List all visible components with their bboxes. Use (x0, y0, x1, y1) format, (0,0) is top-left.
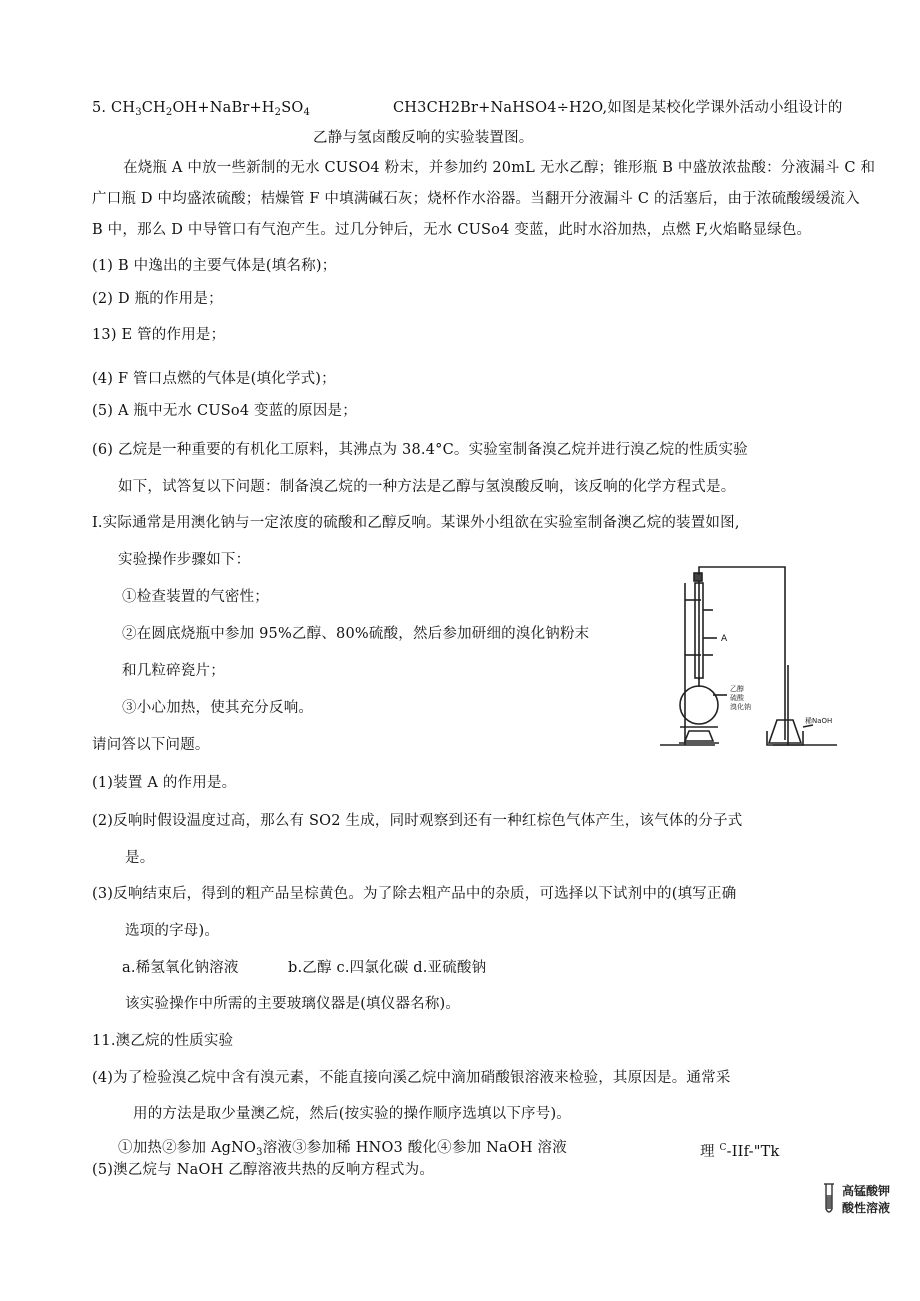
question-6: (6) 乙烷是一种重要的有机化工原料，其沸点为 38.4°C。实验室制备溴乙烷并进行溴乙烷的性质实验 (92, 442, 748, 458)
part2-question-5: (5)澳乙烷与 NaOH 乙醇溶液共热的反响方程式为。 (92, 1162, 435, 1178)
step-2-cont: 和几粒碎瓷片； (122, 663, 225, 679)
question-1: (1) B 中逸出的主要气体是(填名称)； (92, 258, 337, 274)
alcohol-lamp (685, 731, 713, 741)
paragraph-line: 在烧瓶 A 中放一些新制的无水 CUSO4 粉末，并参加约 20mL 无水乙醇；锥形瓶 B 中盛放浓盐酸：分液漏斗 C 和 (123, 160, 876, 176)
step-1: ①检查装置的气密性； (122, 589, 269, 605)
tube-label-line-1: 高锰酸钾 (842, 1184, 891, 1198)
question-3: 13) E 管的作用是； (92, 327, 226, 343)
steps-title: 实验操作步骤如下： (118, 552, 251, 568)
question-6-cont: 如下，试答复以下问题：制备溴乙烷的一种方法是乙醇与氢溴酸反响，该反响的化学方程式是。 (118, 479, 736, 495)
test-tube-label (820, 1182, 890, 1218)
part2-question-4: (4)为了检验溴乙烷中含有溴元素，不能直接向溪乙烷中滴加硝酸银溶液来检验，其原因是。通常采 (92, 1070, 731, 1086)
beaker-label: 稀NaOH (805, 717, 833, 725)
flask-label-2: 硫酸 (730, 694, 744, 702)
option-a: a.稀氢氧化钠溶液 (122, 960, 239, 976)
equation-left: 5. $CH_3CH_2OH+NaBr+H_2SO_4$ (92, 100, 311, 118)
paragraph-line: B 中，那么 D 中导管口有气泡产生。过几分钟后，无水 CUSo4 变蓝，此时水浴加热，点燃 F,火焰略显绿色。 (92, 222, 812, 238)
paragraph-line: 广口瓶 D 中均盛浓硫酸；桔燥管 F 中填满碱石灰；烧杯作水浴器。当翻开分液漏斗 C 的活塞后，由于浓硫酸缓缓流入 (92, 191, 860, 207)
option-bcd: b.乙醇 c.四氯化碳 d.亚硫酸钠 (288, 960, 487, 976)
stopper (694, 573, 702, 581)
question-4: (4) F 管口点燃的气体是(填化学式)； (92, 371, 336, 387)
part2-question-4-cont: 用的方法是取少量澳乙烷，然后(按实验的操作顺序选填以下序号)。 (133, 1106, 572, 1122)
part1-question-1: (1)装置 A 的作用是。 (92, 775, 237, 791)
step-3: ③小心加热，使其充分反响。 (122, 700, 314, 716)
part1-intro: I.实际通常是用澳化钠与一定浓度的硫酸和乙醇反响。某课外小组欲在实验室制备澳乙烷的装置如图, (92, 515, 740, 531)
part2-title: 11.澳乙烷的性质实验 (92, 1033, 234, 1049)
tube-label-line-2: 酸性溶液 (842, 1201, 891, 1215)
distillation-apparatus-figure (655, 555, 840, 750)
part1-question-2-cont: 是。 (125, 850, 155, 866)
part1-question-3-cont: 选项的字母)。 (125, 923, 220, 939)
question-2: (2) D 瓶的作用是； (92, 291, 223, 307)
figure-caption: 乙静与氢卤酸反响的实验装置图。 (313, 130, 534, 146)
label-A: A (721, 634, 728, 644)
part1-question-2: (2)反响时假设温度过高，那么有 SO2 生成，同时观察到还有一种红棕色气体产生，该气体的分子式 (92, 813, 743, 829)
delivery-tube (699, 567, 785, 740)
flask-label-3: 溴化钠 (730, 703, 751, 711)
instrument-question: 该实验操作中所需的主要玻璃仪器是(填仪器名称)。 (125, 996, 461, 1012)
flask-label-1: 乙醇 (730, 685, 744, 693)
part1-question-3: (3)反响结束后，得到的粗产品呈棕黄色。为了除去粗产品中的杂质，可选择以下试剂中的(填写正确 (92, 886, 737, 902)
test-tube-icon (822, 1182, 836, 1216)
choices-line: ①加热②参加 AgNO$_3$溶液③参加稀 HNO3 酸化④参加 NaOH 溶液 (118, 1140, 567, 1158)
answer-prompt: 请问答以下问题。 (92, 737, 210, 753)
stray-text: 理 $^C$-IIf-"Tk (700, 1143, 780, 1160)
step-2: ②在圆底烧瓶中参加 95%乙醇、80%硫酸，然后参加研细的溴化钠粉末 (122, 626, 590, 642)
equation-right: CH3CH2Br+NaHSO4÷H2O,如图是某校化学课外活动小组设计的 (393, 100, 843, 116)
question-5: (5) A 瓶中无水 CUSo4 变蓝的原因是； (92, 403, 357, 419)
